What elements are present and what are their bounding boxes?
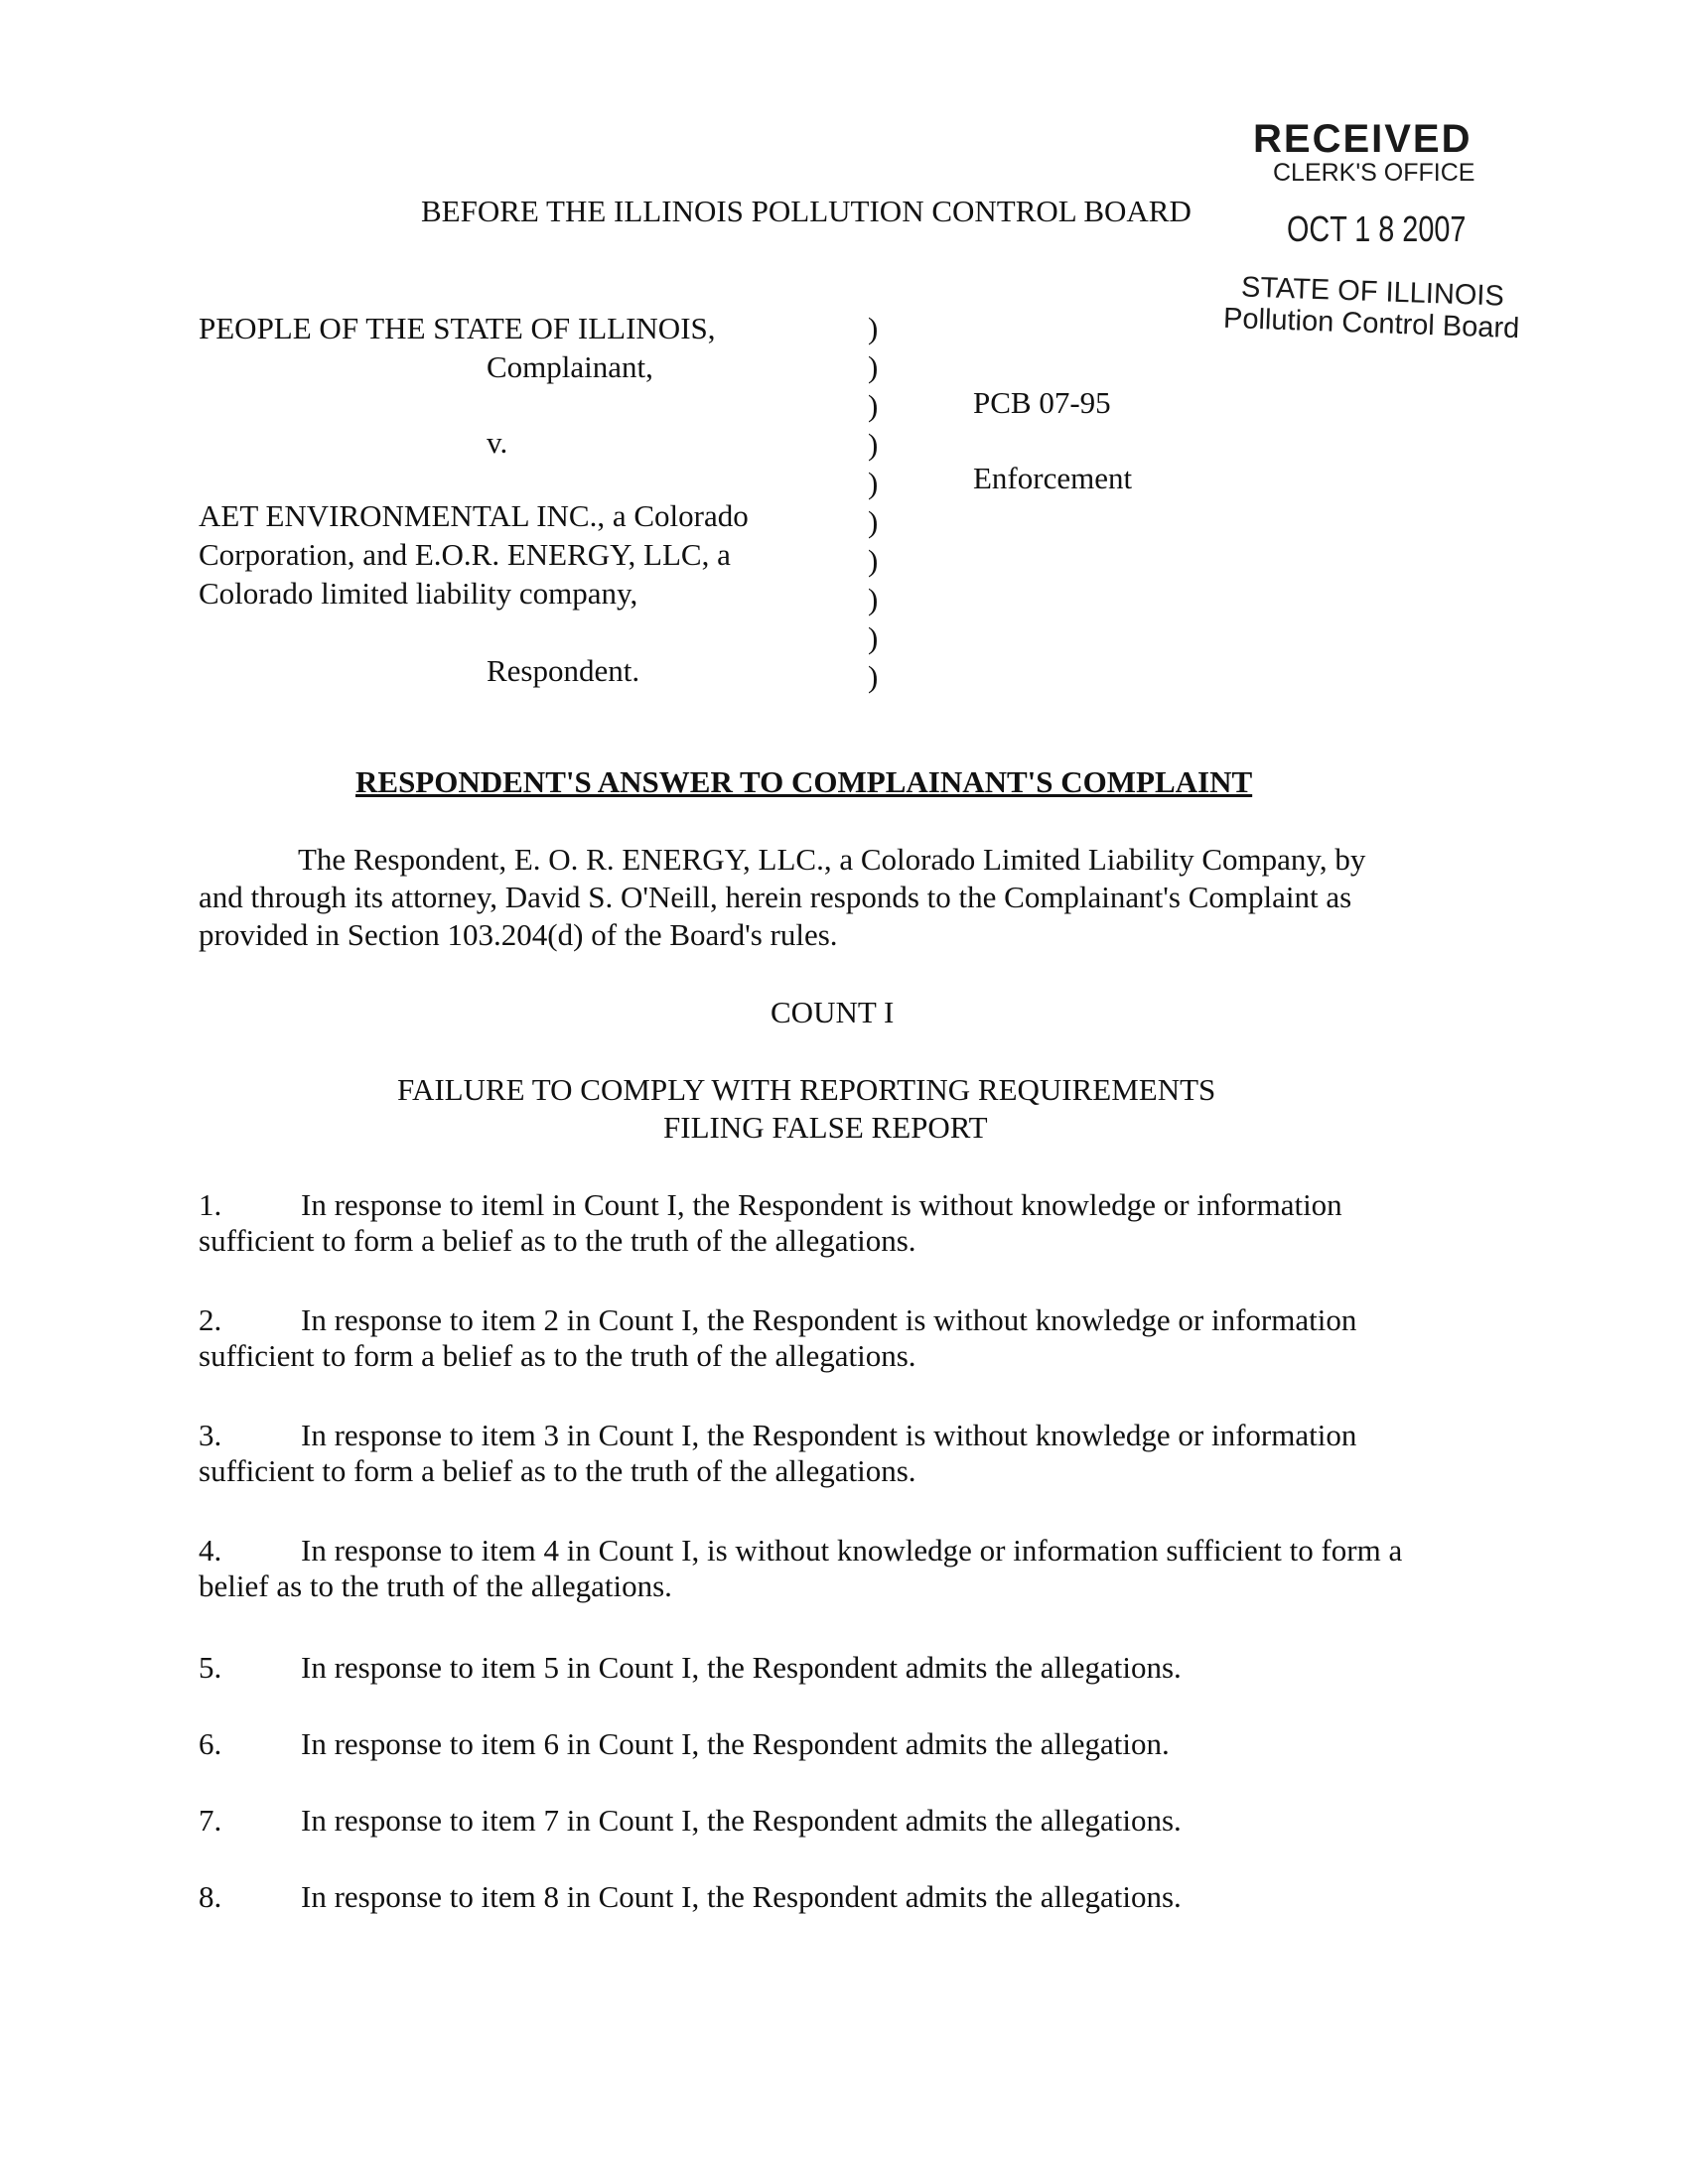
complainant-name: PEOPLE OF THE STATE OF ILLINOIS, <box>199 311 716 345</box>
list-item <box>199 1533 1489 1604</box>
item-number: 2. <box>199 1302 222 1337</box>
paren: ) <box>868 620 879 655</box>
item-number: 4. <box>199 1533 222 1568</box>
paren: ) <box>868 543 879 578</box>
paren: ) <box>868 311 879 345</box>
paren: ) <box>868 504 879 539</box>
paren: ) <box>868 388 879 423</box>
item-number: 8. <box>199 1879 222 1914</box>
paren: ) <box>868 427 879 462</box>
item-text: In response to item 5 in Count I, the Respondent admits the allegations. <box>301 1650 1182 1685</box>
item-number: 1. <box>199 1187 222 1222</box>
item-text: In response to item 6 in Count I, the Respondent admits the allegation. <box>301 1726 1170 1761</box>
list-item <box>199 1650 1489 1686</box>
stamp-office: CLERK'S OFFICE <box>1273 159 1475 187</box>
intro-line-3: provided in Section 103.204(d) of the Board's rules. <box>199 917 838 952</box>
list-item <box>199 1187 1489 1259</box>
complainant-role: Complainant, <box>487 349 653 384</box>
item-text: In response to item 3 in Count I, the Respondent is without knowledge or information <box>301 1418 1357 1452</box>
versus: v. <box>487 425 508 460</box>
item-number: 6. <box>199 1726 222 1761</box>
stamp-state: STATE OF ILLINOIS <box>1240 271 1505 313</box>
intro-line-2: and through its attorney, David S. O'Neill, herein responds to the Complainant's Complaint as <box>199 880 1352 914</box>
item-text-continued: belief as to the truth of the allegations. <box>199 1569 672 1603</box>
list-item <box>199 1803 1489 1839</box>
item-text: In response to item 7 in Count I, the Respondent admits the allegations. <box>301 1803 1182 1838</box>
stamp-board: Pollution Control Board <box>1222 302 1520 345</box>
item-text: In response to item 8 in Count I, the Respondent admits the allegations. <box>301 1879 1182 1914</box>
item-text-continued: sufficient to form a belief as to the truth of the allegations. <box>199 1223 916 1258</box>
count-title: COUNT I <box>771 995 895 1029</box>
list-item <box>199 1726 1489 1762</box>
item-text-continued: sufficient to form a belief as to the truth of the allegations. <box>199 1338 916 1373</box>
count-subtitle-1: FAILURE TO COMPLY WITH REPORTING REQUIREMENTS <box>397 1072 1216 1107</box>
paren: ) <box>868 582 879 616</box>
list-item <box>199 1302 1489 1374</box>
list-item <box>199 1879 1489 1915</box>
item-number: 7. <box>199 1803 222 1838</box>
paren: ) <box>868 349 879 384</box>
paren: ) <box>868 466 879 500</box>
respondent-line-2: Corporation, and E.O.R. ENERGY, LLC, a <box>199 537 731 572</box>
court-title: BEFORE THE ILLINOIS POLLUTION CONTROL BOARD <box>421 194 1192 228</box>
item-text-continued: sufficient to form a belief as to the truth of the allegations. <box>199 1453 916 1488</box>
item-text: In response to iteml in Count I, the Respondent is without knowledge or information <box>301 1187 1342 1222</box>
item-number: 5. <box>199 1650 222 1685</box>
document-heading: RESPONDENT'S ANSWER TO COMPLAINANT'S COMPLAINT <box>355 764 1253 799</box>
respondent-line-1: AET ENVIRONMENTAL INC., a Colorado <box>199 498 749 533</box>
case-number: PCB 07-95 <box>973 385 1111 420</box>
paren: ) <box>868 659 879 694</box>
respondent-line-3: Colorado limited liability company, <box>199 576 638 611</box>
stamp-received: RECEIVED <box>1253 117 1473 161</box>
respondent-role: Respondent. <box>487 653 640 688</box>
case-type: Enforcement <box>973 461 1133 495</box>
count-subtitle-2: FILING FALSE REPORT <box>663 1110 988 1145</box>
item-text: In response to item 4 in Count I, is without knowledge or information sufficient to form a <box>301 1533 1403 1568</box>
stamp-date: OCT 1 8 2007 <box>1287 208 1467 249</box>
item-number: 3. <box>199 1418 222 1452</box>
item-text: In response to item 2 in Count I, the Respondent is without knowledge or information <box>301 1302 1357 1337</box>
list-item <box>199 1418 1489 1489</box>
intro-line-1: The Respondent, E. O. R. ENERGY, LLC., a Colorado Limited Liability Company, by <box>298 842 1366 877</box>
